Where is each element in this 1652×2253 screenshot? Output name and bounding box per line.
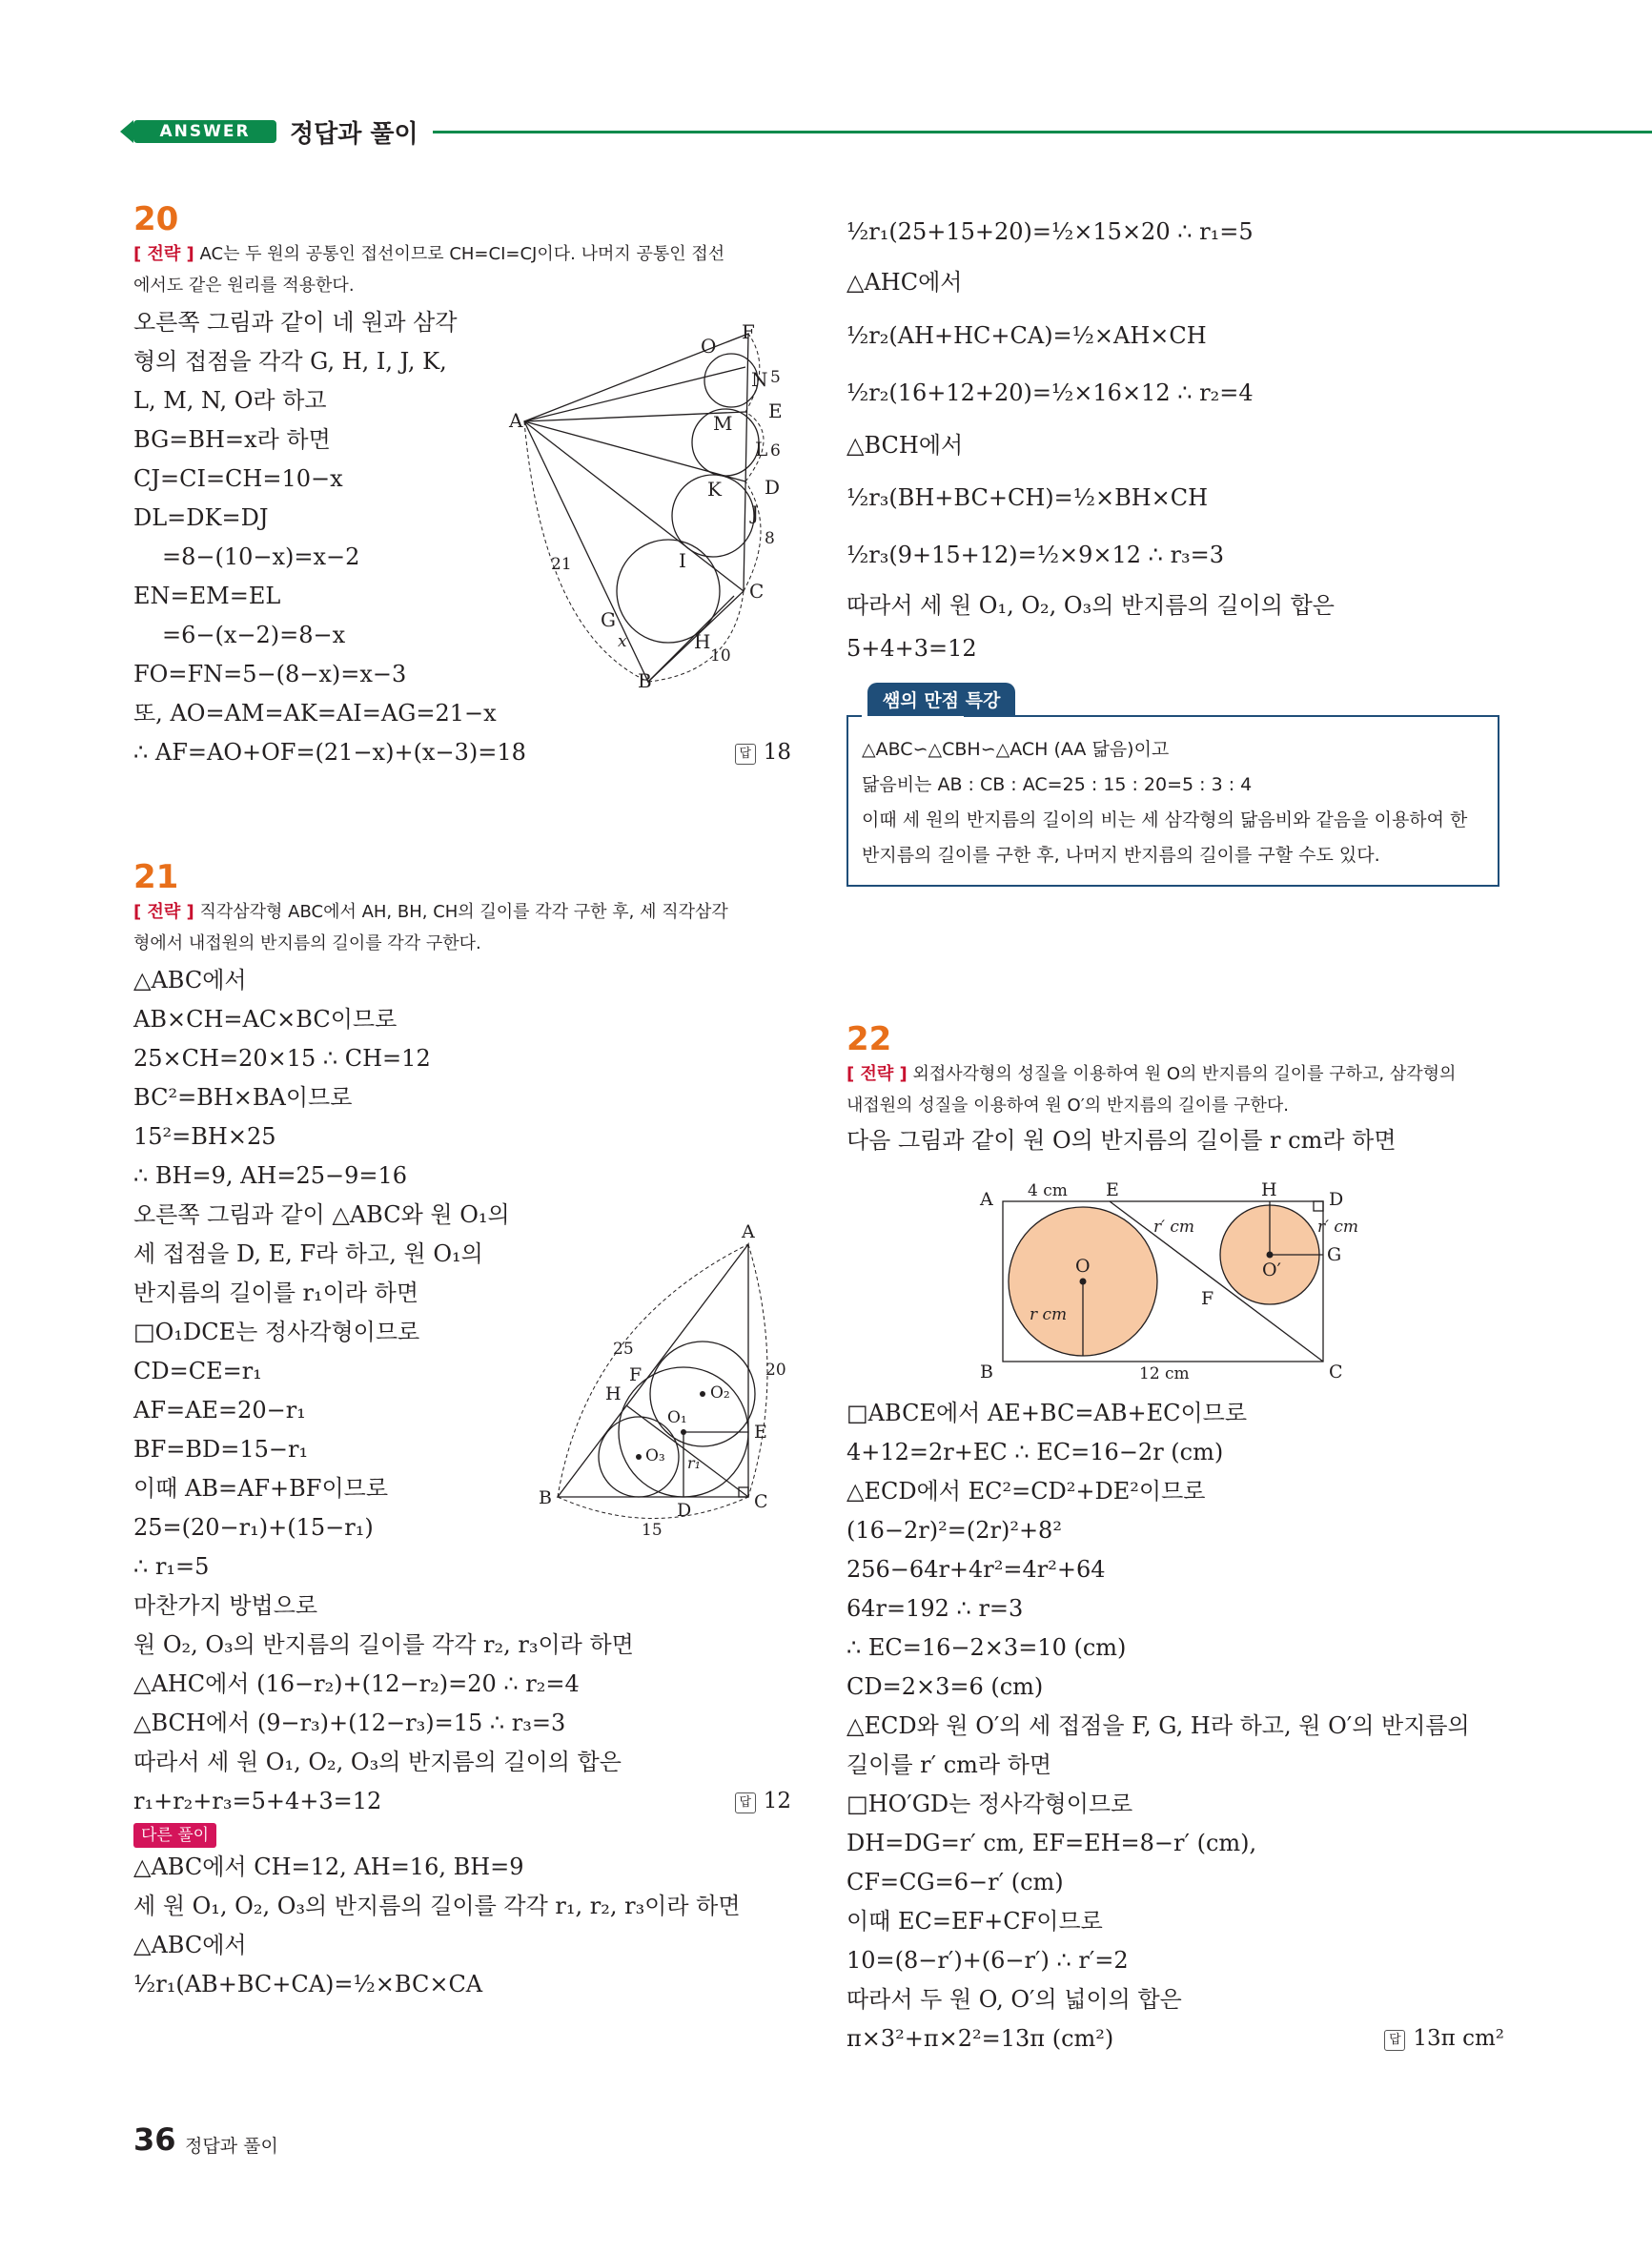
- header-title: 정답과 풀이: [290, 120, 418, 149]
- label-F: F: [1201, 1288, 1214, 1309]
- label-C: C: [1329, 1362, 1343, 1383]
- solution-line: [846, 2019, 1504, 2058]
- solution-line: 25=(20−r₁)+(15−r₁): [133, 1514, 374, 1541]
- solution-line: DL=DK=DJ: [133, 504, 269, 531]
- conclusion: ∴ AF=AO+OF=(21−x)+(x−3)=18: [133, 739, 526, 766]
- page-header: [118, 116, 1652, 149]
- label-F: F: [629, 1364, 642, 1385]
- label-H: H: [605, 1383, 622, 1404]
- label-E: E: [754, 1422, 767, 1443]
- label-10: 10: [710, 646, 731, 666]
- label-4cm: 4 cm: [1028, 1181, 1068, 1200]
- solution-line: 마찬가지 방법으로: [133, 1592, 318, 1619]
- answer-icon: 답: [1384, 2030, 1405, 2051]
- label-5: 5: [770, 368, 781, 387]
- eq-line: 따라서 세 원 O₁, O₂, O₃의 반지름의 길이의 합은: [846, 592, 1335, 619]
- label-D: D: [677, 1500, 692, 1521]
- strategy-line: 직각삼각형 ABC에서 AH, BH, CH의 길이를 각각 구한 후, 세 직각삼각: [199, 902, 728, 922]
- eq-line: △AHC에서: [846, 269, 963, 296]
- problem-number: 22: [846, 1020, 892, 1058]
- alt-line: △ABC에서 CH=12, AH=16, BH=9: [133, 1854, 524, 1880]
- solution-line: =8−(10−x)=x−2: [162, 543, 360, 570]
- solution-line: 또, AO=AM=AK=AI=AG=21−x: [133, 700, 497, 727]
- label-25: 25: [613, 1340, 634, 1359]
- label-E: E: [768, 399, 783, 422]
- solution-line: =6−(x−2)=8−x: [162, 622, 346, 648]
- label-B: B: [539, 1487, 552, 1508]
- strategy-tag: [ 전략 ]: [133, 244, 194, 264]
- eq-line: △BCH에서: [846, 432, 964, 459]
- tip-line: 이때 세 원의 반지름의 길이의 비는 세 삼각형의 닮음비와 같음을 이용하여 한: [862, 809, 1468, 830]
- label-M: M: [713, 412, 733, 435]
- alt-line: △ABC에서: [133, 1932, 247, 1958]
- solution-line: 따라서 두 원 O, O′의 넓이의 합은: [846, 1986, 1182, 2013]
- solution-line: 이때 AB=AF+BF이므로: [133, 1475, 389, 1502]
- alt-line: 세 원 O₁, O₂, O₃의 반지름의 길이를 각각 r₁, r₂, r₃이라 하면: [133, 1893, 741, 1919]
- strategy-line: AC는 두 원의 공통인 접선이므로 CH=CI=CJ이다. 나머지 공통인 접선: [199, 244, 725, 264]
- eq-line: ½r₃(9+15+12)=½×9×12 ∴ r₃=3: [846, 542, 1225, 568]
- label-r1: r₁: [687, 1454, 702, 1472]
- problem-22-solution: [846, 1394, 1504, 2058]
- label-H: H: [694, 630, 711, 653]
- eq-line: 5+4+3=12: [846, 635, 977, 662]
- answer: [735, 733, 791, 772]
- label-rp-cm: r′ cm: [1153, 1218, 1195, 1237]
- tip-line: 닮음비는 AB : CB : AC=25 : 15 : 20=5 : 3 : 4: [862, 774, 1253, 795]
- solution-line: 25×CH=20×15 ∴ CH=12: [133, 1045, 431, 1072]
- strategy-line: 에서도 같은 원리를 적용한다.: [133, 276, 355, 296]
- label-O2: O₂: [710, 1383, 730, 1403]
- solution-line: (16−2r)²=(2r)²+8²: [846, 1517, 1062, 1544]
- solution-line: ∴ EC=16−2×3=10 (cm): [846, 1634, 1127, 1661]
- label-C: C: [754, 1491, 768, 1512]
- tip-title: 쌤의 만점 특강: [867, 683, 1015, 716]
- solution-line: 4+12=2r+EC ∴ EC=16−2r (cm): [846, 1439, 1224, 1465]
- segment: [648, 596, 734, 682]
- tip-line: 반지름의 길이를 구한 후, 나머지 반지름의 길이를 구할 수도 있다.: [862, 845, 1380, 866]
- strategy: [133, 238, 791, 301]
- solution-line: 세 접점을 D, E, F라 하고, 원 O₁의: [133, 1240, 483, 1267]
- alt-line: ½r₁(AB+BC+CA)=½×BC×CA: [133, 1971, 483, 1997]
- label-K: K: [707, 478, 722, 501]
- problem-number: 20: [133, 200, 179, 238]
- footer-label: 정답과 풀이: [185, 2136, 278, 2157]
- figure-21: [529, 1211, 806, 1545]
- intro-line: 다음 그림과 같이 원 O의 반지름의 길이를 r cm라 하면: [846, 1127, 1397, 1154]
- label-12cm: 12 cm: [1139, 1364, 1190, 1383]
- conclusion: r₁+r₂+r₃=5+4+3=12: [133, 1788, 382, 1814]
- label-F: F: [742, 320, 755, 343]
- solution-line: AF=AE=20−r₁: [133, 1397, 306, 1423]
- label-A: A: [509, 409, 523, 432]
- solution-line: CJ=CI=CH=10−x: [133, 465, 343, 492]
- eq-line: ½r₃(BH+BC+CH)=½×BH×CH: [846, 484, 1209, 511]
- solution-line: ∴ BH=9, AH=25−9=16: [133, 1162, 408, 1189]
- label-8: 8: [765, 529, 775, 548]
- strategy-tag: [ 전략 ]: [846, 1064, 908, 1084]
- strategy-line: 외접사각형의 성질을 이용하여 원 O의 반지름의 길이를 구하고, 삼각형의: [912, 1064, 1457, 1084]
- label-20: 20: [765, 1361, 786, 1380]
- solution-line: □HO′GD는 정사각형이므로: [846, 1791, 1133, 1817]
- answer-value: 18: [763, 740, 791, 765]
- label-x: x: [618, 632, 627, 651]
- solution-line: BF=BD=15−r₁: [133, 1436, 309, 1463]
- tip-box: [846, 715, 1499, 887]
- label-D: D: [765, 476, 781, 499]
- label-21: 21: [551, 555, 572, 574]
- solution-line: 이때 EC=EF+CF이므로: [846, 1908, 1103, 1935]
- label-O1: O₁: [667, 1408, 687, 1427]
- label-rcm: r cm: [1030, 1305, 1068, 1324]
- label-O: O: [701, 335, 717, 358]
- solution-line: [133, 733, 791, 772]
- solution-line: 오른쪽 그림과 같이 △ABC와 원 O₁의: [133, 1201, 510, 1228]
- label-G: G: [601, 608, 616, 631]
- eq-line: ½r₂(16+12+20)=½×16×12 ∴ r₂=4: [846, 379, 1254, 406]
- strategy: [846, 1058, 1504, 1121]
- solution-line: □O₁DCE는 정사각형이므로: [133, 1319, 420, 1345]
- strategy-line: 내접원의 성질을 이용하여 원 O′의 반지름의 길이를 구한다.: [846, 1096, 1289, 1116]
- page-number: 36: [133, 2121, 176, 2158]
- solution-line: 반지름의 길이를 r₁이라 하면: [133, 1280, 419, 1306]
- problem-22: [846, 1020, 1504, 1160]
- solution-line: □ABCE에서 AE+BC=AB+EC이므로: [846, 1400, 1247, 1426]
- solution-line: L, M, N, O라 하고: [133, 387, 327, 414]
- label-O-prime: O′: [1262, 1260, 1281, 1280]
- solution-line: BC²=BH×BA이므로: [133, 1084, 353, 1111]
- solution-line: △ECD에서 EC²=CD²+DE²이므로: [846, 1478, 1206, 1505]
- solution-line: △AHC에서 (16−r₂)+(12−r₂)=20 ∴ r₂=4: [133, 1670, 580, 1697]
- figure-20: [505, 319, 801, 701]
- solution-line: 10=(8−r′)+(6−r′) ∴ r′=2: [846, 1947, 1129, 1974]
- solution-line: BG=BH=x라 하면: [133, 426, 331, 453]
- label-H: H: [1261, 1179, 1277, 1200]
- solution-line: 64r=192 ∴ r=3: [846, 1595, 1024, 1622]
- solution-line: CF=CG=6−r′ (cm): [846, 1869, 1064, 1895]
- solution-line: △ABC에서: [133, 967, 247, 993]
- tip-content: [862, 732, 1467, 873]
- label-A: A: [980, 1189, 993, 1210]
- solution-line: 원 O₂, O₃의 반지름의 길이를 각각 r₂, r₃이라 하면: [133, 1631, 634, 1658]
- solution-line: EN=EM=EL: [133, 583, 281, 609]
- solution-line: 오른쪽 그림과 같이 네 원과 삼각: [133, 309, 458, 336]
- tip-line: △ABC∽△CBH∽△ACH (AA 닮음)이고: [862, 739, 1170, 760]
- answer-icon: 답: [735, 744, 756, 765]
- solution-line: CD=2×3=6 (cm): [846, 1673, 1044, 1700]
- label-J: J: [751, 502, 760, 524]
- solution-line: 256−64r+4r²=4r²+64: [846, 1556, 1106, 1583]
- alt-solution-badge: 다른 풀이: [133, 1823, 216, 1848]
- badge-notch: [120, 120, 133, 143]
- solution-line: 길이를 r′ cm라 하면: [846, 1751, 1052, 1778]
- figure-22: [972, 1175, 1373, 1384]
- answer-icon: 답: [735, 1792, 756, 1813]
- label-rp-cm: r′ cm: [1317, 1218, 1359, 1237]
- label-O3: O₃: [645, 1446, 665, 1465]
- answer-badge: ANSWER: [133, 120, 276, 143]
- answer-value: 13π cm²: [1413, 2026, 1504, 2051]
- solution-line: AB×CH=AC×BC이므로: [133, 1006, 398, 1033]
- strategy-tag: [ 전략 ]: [133, 902, 194, 922]
- label-A: A: [742, 1221, 755, 1242]
- solution-line: 형의 접점을 각각 G, H, I, J, K,: [133, 348, 447, 375]
- label-6: 6: [770, 441, 781, 461]
- conclusion: π×3²+π×2²=13π (cm²): [846, 2025, 1114, 2052]
- label-G: G: [1327, 1244, 1342, 1265]
- problem-21-continued: [846, 206, 1504, 669]
- circle: [617, 540, 720, 643]
- answer: [735, 1782, 791, 1821]
- label-I: I: [679, 549, 686, 572]
- answer-value: 12: [763, 1789, 791, 1813]
- label-C: C: [749, 580, 765, 603]
- solution-line: [133, 1782, 791, 1821]
- eq-line: ½r₂(AH+HC+CA)=½×AH×CH: [846, 322, 1207, 349]
- label-N: N: [751, 368, 768, 391]
- label-O: O: [1075, 1256, 1091, 1277]
- label-15: 15: [642, 1521, 663, 1540]
- label-L: L: [755, 438, 768, 461]
- solution-line: △BCH에서 (9−r₃)+(12−r₃)=15 ∴ r₃=3: [133, 1710, 566, 1736]
- label-B: B: [980, 1362, 993, 1383]
- header-rule: [433, 131, 1652, 133]
- solution-line: 15²=BH×25: [133, 1123, 276, 1150]
- strategy: [133, 896, 791, 959]
- solution-line: FO=FN=5−(8−x)=x−3: [133, 661, 407, 687]
- label-B: B: [638, 669, 652, 692]
- solution-line: △ECD와 원 O′의 세 접점을 F, G, H라 하고, 원 O′의 반지름의: [846, 1712, 1470, 1739]
- problem-number: 21: [133, 858, 179, 896]
- eq-line: ½r₁(25+15+20)=½×15×20 ∴ r₁=5: [846, 218, 1254, 245]
- answer: [1384, 2019, 1504, 2058]
- solution-line: ∴ r₁=5: [133, 1553, 210, 1580]
- label-E: E: [1106, 1179, 1119, 1200]
- solution-line: 따라서 세 원 O₁, O₂, O₃의 반지름의 길이의 합은: [133, 1749, 622, 1775]
- solution-line: DH=DG=r′ cm, EF=EH=8−r′ (cm),: [846, 1830, 1257, 1856]
- solution-line: CD=CE=r₁: [133, 1358, 262, 1384]
- strategy-line: 형에서 내접원의 반지름의 길이를 각각 구한다.: [133, 933, 481, 953]
- label-D: D: [1329, 1189, 1344, 1210]
- circle: [704, 354, 758, 407]
